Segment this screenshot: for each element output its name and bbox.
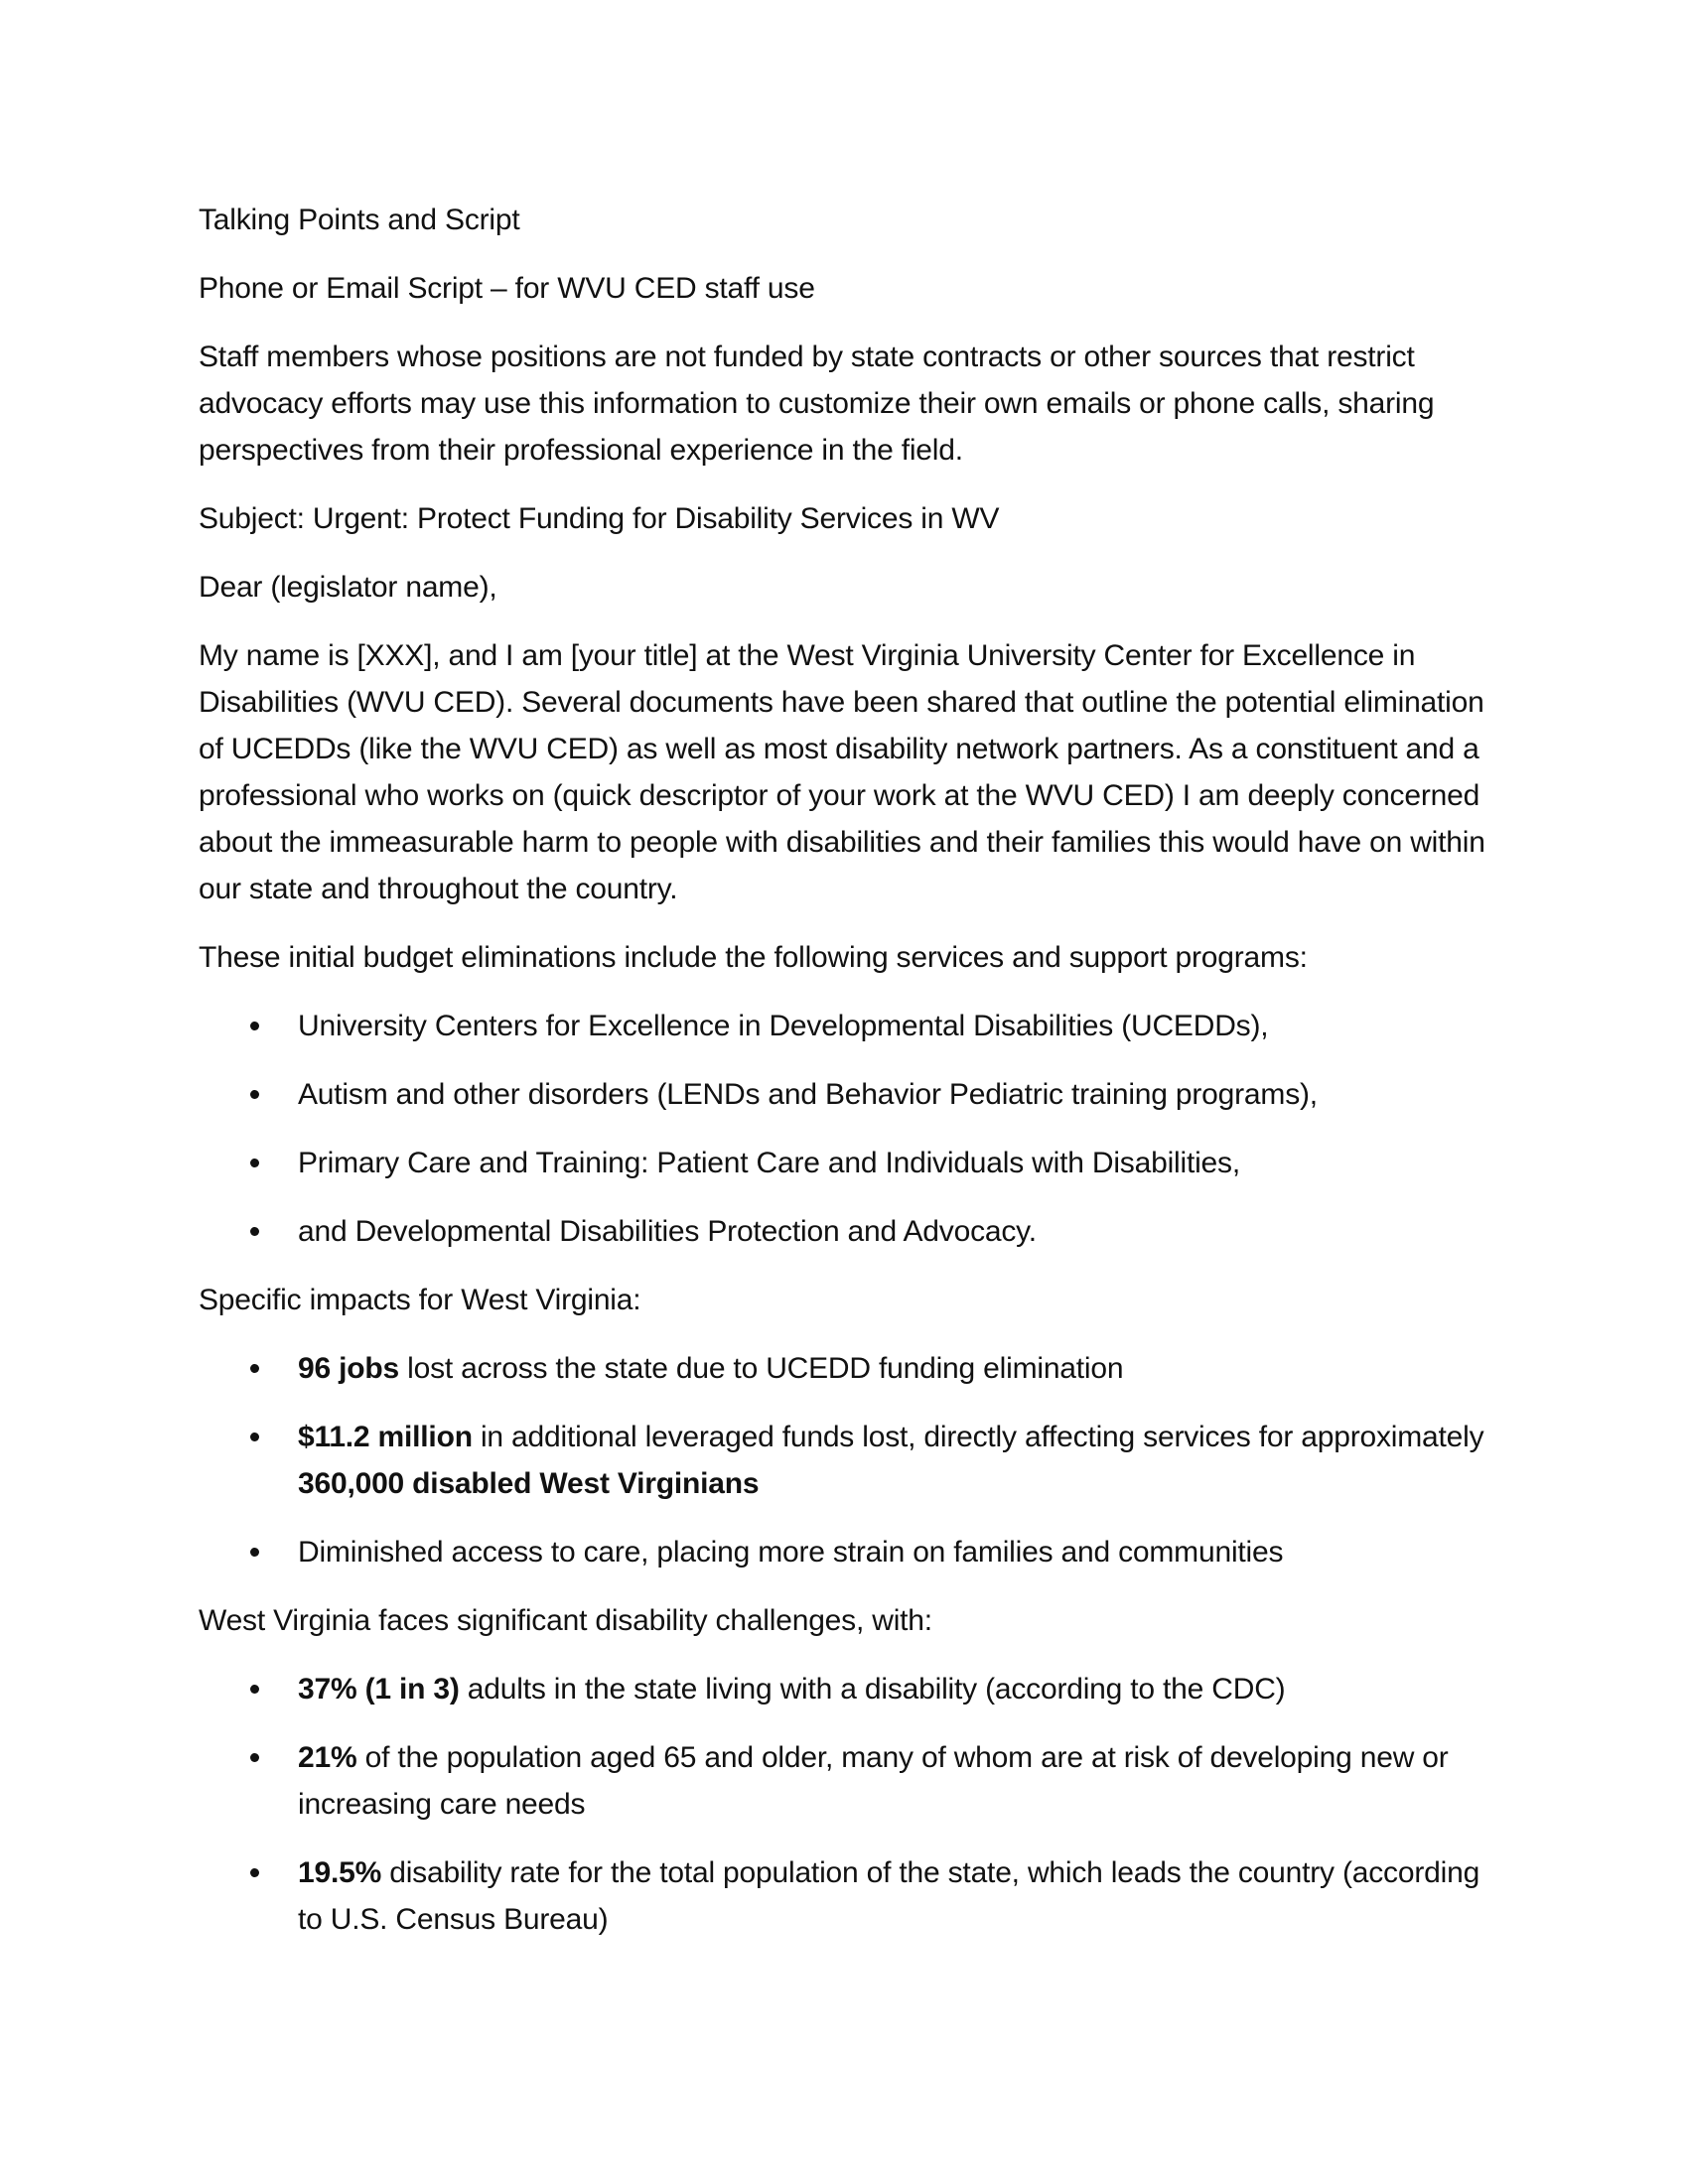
list-item-text: Diminished access to care, placing more strain on families and communities [298, 1536, 1284, 1569]
list-item [199, 1071, 1499, 1118]
list-item-text: lost across the state due to UCEDD funding elimination [398, 1352, 1124, 1385]
list-item [199, 1734, 1499, 1828]
document-page [199, 197, 1499, 1965]
bullet-icon [250, 1364, 259, 1373]
list-item [199, 1140, 1499, 1186]
highlight-stat: 21% [298, 1741, 357, 1774]
highlight-stat: 360,000 disabled West Virginians [298, 1467, 760, 1500]
list-item-text: University Centers for Excellence in Developmental Disabilities (UCEDDs), [298, 1010, 1269, 1042]
highlight-stat: $11.2 million [298, 1421, 473, 1453]
list-item [199, 1666, 1499, 1712]
bullet-icon [250, 1433, 259, 1441]
bullet-icon [250, 1548, 259, 1557]
list-item-text: Primary Care and Training: Patient Care and Individuals with Disabilities, [298, 1147, 1240, 1179]
bullet-icon [250, 1685, 259, 1694]
list-item-text: of the population aged 65 and older, many of whom are at risk of developing new or increasing care needs [298, 1741, 1449, 1821]
challenges-list [199, 1666, 1499, 1943]
impacts-list [199, 1345, 1499, 1575]
impacts-intro: Specific impacts for West Virginia: [199, 1284, 641, 1316]
highlight-stat: 37% (1 in 3) [298, 1673, 460, 1706]
intro-paragraph: Staff members whose positions are not funded by state contracts or other sources that restrict advocacy efforts may use this information to customize their own emails or phone calls, sharing perspectives from their professional experience in the field. [199, 341, 1435, 467]
list-item [199, 1345, 1499, 1392]
list-item-text: disability rate for the total population of the state, which leads the country (according to U.S. Census Bureau) [298, 1856, 1480, 1936]
highlight-stat: 19.5% [298, 1856, 382, 1889]
bullet-icon [250, 1022, 259, 1030]
list-item [199, 1529, 1499, 1575]
document-title: Talking Points and Script [199, 204, 520, 236]
challenges-intro: West Virginia faces significant disability challenges, with: [199, 1604, 932, 1637]
bullet-icon [250, 1868, 259, 1877]
bullet-icon [250, 1090, 259, 1099]
salutation: Dear (legislator name), [199, 571, 497, 604]
document-subtitle: Phone or Email Script – for WVU CED staff use [199, 272, 815, 305]
list-item [199, 1208, 1499, 1255]
bullet-icon [250, 1227, 259, 1236]
list-item-text: Autism and other disorders (LENDs and Behavior Pediatric training programs), [298, 1078, 1318, 1111]
list-item-text: adults in the state living with a disability (according to the CDC) [459, 1673, 1286, 1706]
eliminations-intro: These initial budget eliminations include the following services and support programs: [199, 941, 1308, 974]
eliminations-list [199, 1003, 1499, 1255]
list-item-text: in additional leveraged funds lost, directly affecting services for approximately [472, 1421, 1484, 1453]
bullet-icon [250, 1159, 259, 1167]
list-item [199, 1003, 1499, 1049]
email-subject: Subject: Urgent: Protect Funding for Disability Services in WV [199, 502, 1000, 535]
bullet-icon [250, 1753, 259, 1762]
list-item-text: and Developmental Disabilities Protection and Advocacy. [298, 1215, 1037, 1248]
list-item [199, 1849, 1499, 1943]
list-item [199, 1414, 1499, 1507]
body-paragraph: My name is [XXX], and I am [your title] at the West Virginia University Center for Excellence in Disabilities (WVU CED). Several documents have been shared that outline the potential elimination of UCEDDs (like the WVU CED) as well as most disability network partners. As a constituent and a professional who works on (quick descriptor of your work at the WVU CED) I am deeply concerned about the immeasurable harm to people with disabilities and their families this would have on within our state and throughout the country. [199, 639, 1485, 905]
highlight-stat: 96 jobs [298, 1352, 399, 1385]
